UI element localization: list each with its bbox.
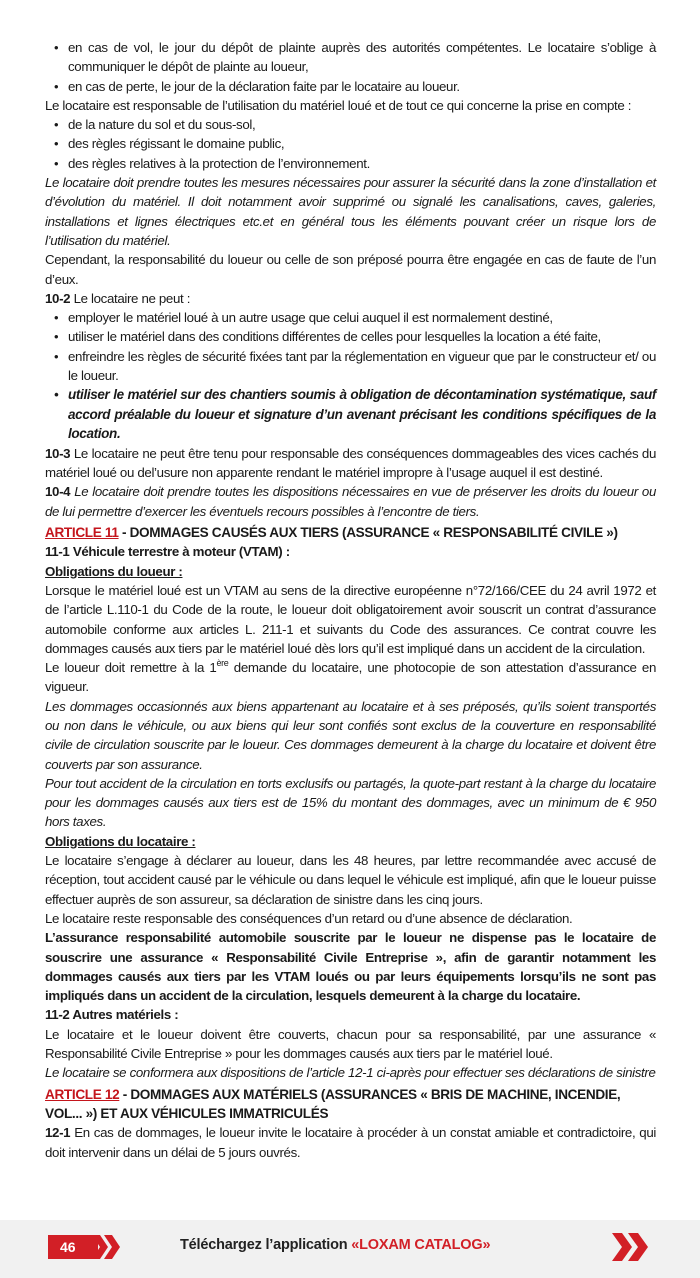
prohibitions-list [45, 308, 656, 444]
bold-paragraph: L’assurance responsabilité automobile souscrite par le loueur ne dispense pas le locataire de souscrire une assurance « Responsabilité Civile Entreprise », afin de garantir notamment les dommages causés aux tiers par les VTAM loués ou par leurs équipements lorsqu’ils ne sont pas impliqués dans un accident de la circulation, lesquels demeurent à la charge du locataire. [45, 930, 656, 1004]
paragraph [45, 658, 656, 697]
subsection-title: 11-2 Autres matériels : [45, 1007, 179, 1023]
article-ref: ARTICLE 12 [45, 1086, 120, 1102]
list-item: • utiliser le matériel dans des conditions différentes de celles pour lesquelles la location a été faite, [66, 327, 656, 346]
article-title: - DOMMAGES CAUSÉS AUX TIERS (ASSURANCE « RESPONSABILITÉ CIVILE ») [118, 525, 618, 541]
article-11-heading [45, 523, 656, 542]
article-title: - DOMMAGES AUX MATÉRIELS (ASSURANCES « BRIS DE MACHINE, INCENDIE, VOL... ») ET AUX VÉHICULES IMMATRICULÉS [45, 1086, 621, 1121]
section-12-1 [45, 1123, 656, 1162]
underlined-heading: Obligations du locataire : [45, 833, 196, 849]
paragraph: Cependant, la responsabilité du loueur ou celle de son préposé pourra être engagée en cas de faute de l’un d’eux. [45, 252, 656, 287]
section-number: 10-2 [45, 290, 71, 306]
chevron-right-icon [92, 1235, 122, 1259]
italic-paragraph: Les dommages occasionnés aux biens appartenant au locataire et à ses préposés, qu’ils soient transportés ou non dans le véhicule, ou aux biens qui leur sont confiés sont exclus de la couverture en responsabilité civile de circulation souscrite par le loueur. Ces dommages demeurent à la charge du locataire et doivent être couverts par son assurance. [45, 698, 656, 772]
italic-paragraph: Pour tout accident de la circulation en torts exclusifs ou partagés, la quote-part restant à la charge du locataire pour les dommages causés aux tiers est de 15% du montant des dommages, avec un minimum de € 950 hors taxes. [45, 775, 656, 830]
section-text: En cas de dommages, le loueur invite le locataire à procéder à un constat amiable et contradictoire, qui doit intervenir dans un délai de 5 jours ouvrés. [45, 1125, 656, 1160]
paragraph: Le locataire et le loueur doivent être couverts, chacun pour sa responsabilité, par une assurance « Responsabilité Civile Entreprise » pour les dommages causés aux tiers par le matériel loué. [45, 1026, 656, 1062]
list-item-bold: • utiliser le matériel sur des chantiers soumis à obligation de décontamination systématique, sauf accord préalable du loueur et signature d’un avenant précisant les conditions spécifiques de la location. [66, 385, 656, 444]
footer-app-promo[interactable] [180, 1237, 490, 1253]
underlined-heading: Obligations du loueur : [45, 563, 183, 579]
section-number: 10-4 [45, 484, 71, 500]
responsibility-list [45, 115, 656, 173]
list-item: • en cas de vol, le jour du dépôt de plainte auprès des autorités compétentes. Le locataire s’oblige à communiquer le dépôt de plainte au loueur, [66, 38, 656, 77]
article-12-heading [45, 1085, 656, 1124]
security-paragraph: Le locataire doit prendre toutes les mesures nécessaires pour assurer la sécurité dans la zone d’installation et d’évolution du matériel. Il doit notamment avoir supprimé ou signalé les canalisations, caves, galeries, installations et lignes électriques etc.et en général tous les éléments pouvant créer un risque lors de l’utilisation du matériel. [45, 175, 656, 248]
paragraph: Le locataire s’engage à déclarer au loueur, dans les 48 heures, par lettre recommandée avec accusé de réception, tout accident causé par le véhicule ou dans lequel le véhicule est impliqué, afin que le loueur puisse effectuer auprès de son assureur, sa déclaration de sinistre dans les cinq jours. [45, 853, 656, 907]
section-text: Le locataire doit prendre toutes les dispositions nécessaires en vue de préserver les droits du loueur ou de lui permettre d’exercer les éventuels recours possibles à l’encontre de tiers. [45, 484, 656, 519]
text-span: Le loueur doit remettre à la 1 [45, 660, 217, 676]
footer-text: Téléchargez l’application [180, 1237, 352, 1253]
list-item: • de la nature du sol et du sous-sol, [66, 115, 656, 134]
section-number: 10-3 [45, 445, 71, 461]
theft-loss-list [45, 38, 656, 96]
paragraph: Le locataire reste responsable des conséquences d’un retard ou d’une absence de déclaration. [45, 910, 573, 926]
section-10-4 [45, 482, 656, 521]
paragraph: Lorsque le matériel loué est un VTAM au sens de la directive européenne n°72/166/CEE du 24 avril 1972 et de l’article L.110-1 du Code de la route, le loueur doit obligatoirement avoir souscrit un contrat d’assurance automobile conforme aux articles L. 211-1 et suivants du Code des assurances. Ce contrat couvre les dommages causés aux tiers par le matériel loué dès lors qu’il est impliqué dans un accident de la circulation. [45, 582, 656, 656]
list-item: • des règles régissant le domaine public, [66, 134, 656, 153]
section-10-2 [45, 289, 656, 308]
app-name: «LOXAM CATALOG» [351, 1237, 491, 1253]
list-item: • des règles relatives à la protection de l’environnement. [66, 154, 656, 173]
list-item: • en cas de perte, le jour de la déclaration faite par le locataire au loueur. [66, 77, 656, 96]
section-text: Le locataire ne peut être tenu pour responsable des conséquences dommageables des vices cachés du matériel loué ou del’usure non apparente rendant le matériel impropre à l’usage auquel il est destiné. [45, 445, 656, 481]
section-10-3 [45, 444, 656, 483]
article-ref: ARTICLE 11 [45, 525, 119, 541]
list-item: • employer le matériel loué à un autre usage que celui auquel il est normalement destiné, [66, 308, 656, 327]
subsection-title: 11-1 Véhicule terrestre à moteur (VTAM) : [45, 544, 290, 560]
page-number: 46 [48, 1235, 98, 1259]
superscript: ère [216, 658, 229, 669]
list-item: • enfreindre les règles de sécurité fixées tant par la réglementation en vigueur que par le constructeur et/ ou le loueur. [66, 347, 656, 386]
paragraph: Le locataire est responsable de l’utilisation du matériel loué et de tout ce qui concerne la prise en compte : [45, 97, 632, 113]
chevron-right-icon [612, 1233, 656, 1261]
section-number: 12-1 [45, 1125, 71, 1141]
text-span: demande du locataire, une photocopie de son attestation d’assurance en vigueur. [45, 660, 656, 695]
section-text: Le locataire ne peut : [70, 290, 191, 306]
italic-paragraph: Le locataire se conformera aux dispositions de l’article 12-1 ci-après pour effectuer ses déclarations de sinistre [45, 1065, 656, 1081]
